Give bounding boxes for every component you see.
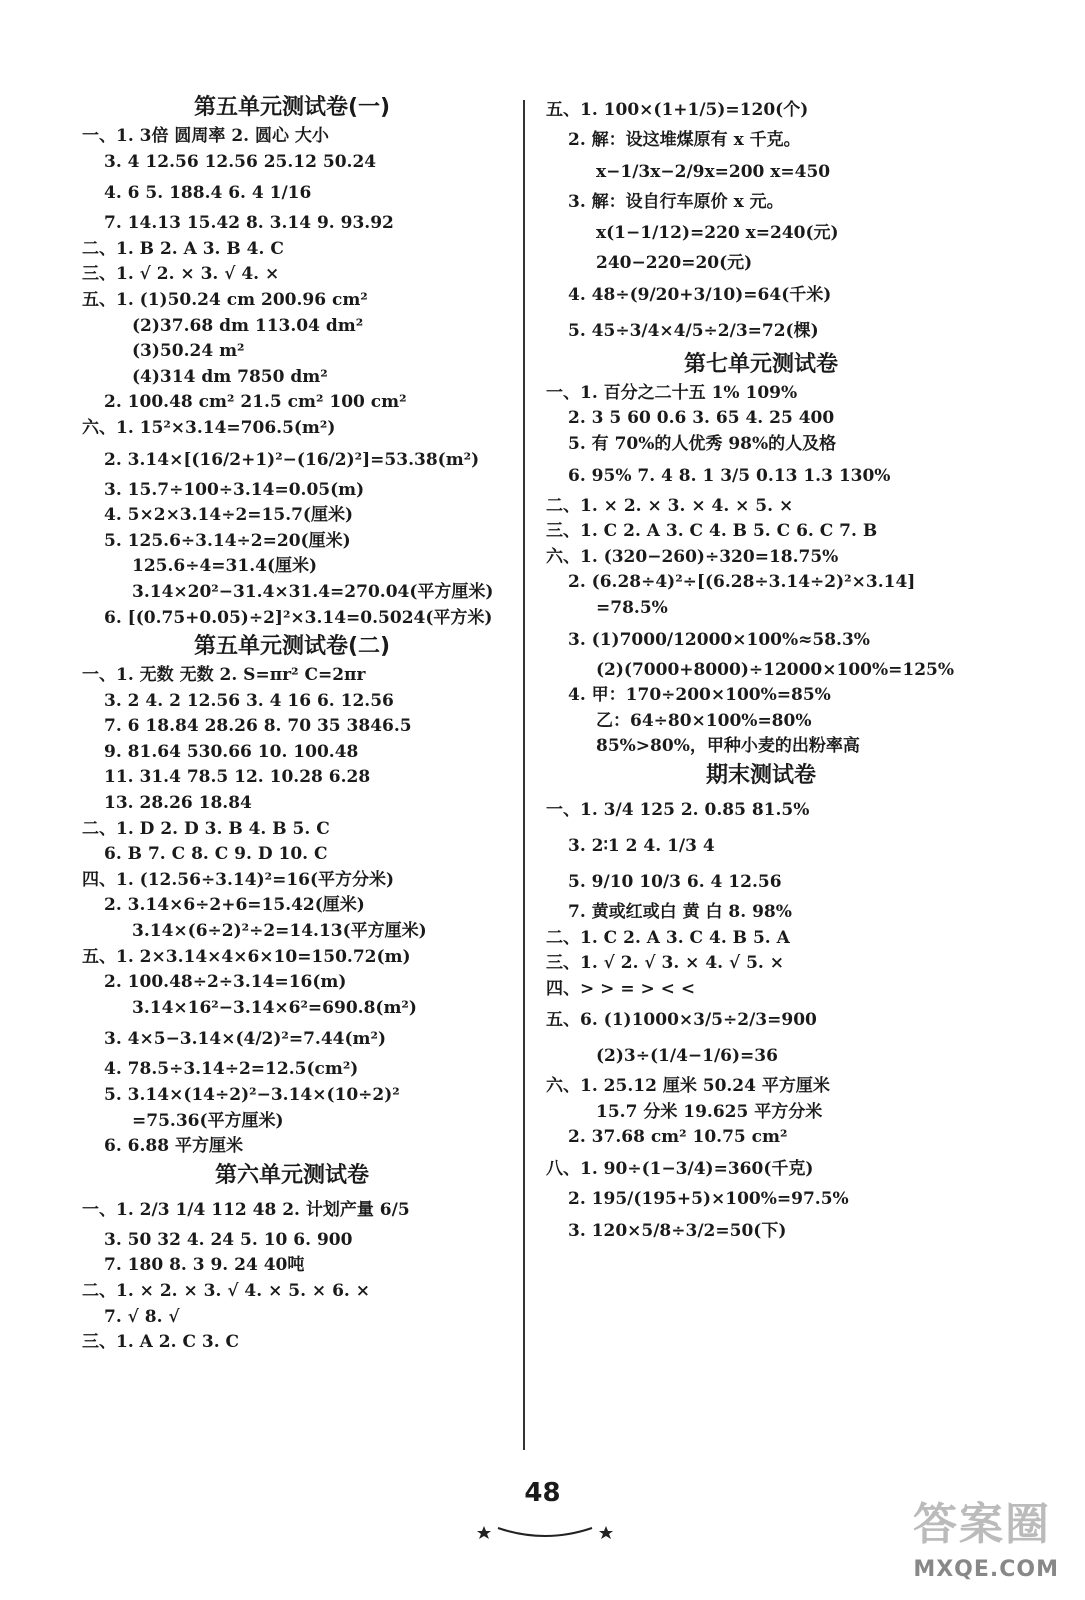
answer-line: 3.14×16²−3.14×6²=690.8(m²) [132, 997, 417, 1018]
answer-line: 6. B 7. C 8. C 9. D 10. C [104, 844, 328, 865]
answer-block [82, 1192, 502, 1356]
answer-line: 3.14×20²−31.4×31.4=270.04(平方厘米) [132, 581, 494, 602]
answer-line: 4. 48÷(9/20+3/10)=64(千米) [568, 284, 832, 305]
section-title: 第七单元测试卷 [683, 351, 838, 377]
section-title: 第五单元测试卷(一) [193, 95, 391, 120]
answer-line: 二、1. D 2. D 3. B 4. B 5. C [82, 818, 330, 839]
watermark-site: MXQE.COM [913, 1557, 1059, 1582]
answer-line: 2. 37.68 cm² 10.75 cm² [568, 1127, 788, 1148]
answer-line: (2)(7000+8000)÷12000×100%=125% [596, 659, 955, 680]
answer-block [546, 792, 976, 1249]
answer-line: 3. 50 32 4. 24 5. 10 6. 900 [104, 1229, 353, 1250]
answer-line: 六、1. 15²×3.14=706.5(m²) [82, 417, 336, 438]
page-number: 48 [524, 1478, 561, 1508]
answer-line: 四、1. (12.56÷3.14)²=16(平方分米) [82, 869, 395, 890]
answer-line: 85%>80%，甲种小麦的出粉率高 [596, 736, 860, 757]
answer-line: 6. 6.88 平方厘米 [104, 1136, 243, 1157]
answer-block [82, 663, 502, 1160]
section-title: 第六单元测试卷 [214, 1162, 369, 1188]
answer-line: 二、1. C 2. A 3. C 4. B 5. A [546, 927, 790, 948]
answer-line: 7. 14.13 15.42 8. 3.14 9. 93.92 [104, 213, 394, 234]
answer-line: (2)3÷(1/4−1/6)=36 [596, 1046, 778, 1067]
answer-line: 6. [(0.75+0.05)÷2]²×3.14=0.5024(平方米) [104, 607, 493, 628]
answer-line: 2. 3.14×[(16/2+1)²−(16/2)²]=53.38(m²) [104, 449, 480, 470]
answer-line: 二、1. B 2. A 3. B 4. C [82, 238, 284, 259]
answer-line: 5. 125.6÷3.14÷2=20(厘米) [104, 530, 351, 551]
answer-line: (3)50.24 m² [132, 341, 245, 362]
answer-line: 13. 28.26 18.84 [104, 793, 252, 814]
answer-line: 乙：64÷80×100%=80% [596, 710, 812, 731]
answer-line: 五、1. 2×3.14×4×6×10=150.72(m) [82, 946, 411, 967]
answer-line: 3.14×(6÷2)²÷2=14.13(平方厘米) [132, 921, 427, 942]
answer-line: 2. 解：设这堆煤原有 x 千克。 [568, 130, 801, 150]
answer-line: 四、> > = > < < [546, 978, 696, 999]
column-divider [523, 100, 525, 1450]
answer-line: (2)37.68 dm 113.04 dm² [132, 315, 364, 336]
answer-line: 2. 195/(195+5)×100%=97.5% [568, 1189, 849, 1210]
answer-block [546, 381, 976, 760]
answer-line: 五、6. (1)1000×3/5÷2/3=900 [546, 1010, 817, 1031]
answer-line: 7. 黄或红或白 黄 白 8. 98% [568, 901, 792, 922]
answer-line: 一、1. 2/3 1/4 112 48 2. 计划产量 6/5 [82, 1199, 410, 1220]
answer-line: 3. 4×5−3.14×(4/2)²=7.44(m²) [104, 1029, 387, 1050]
answer-line: x(1−1/12)=220 x=240(元) [596, 223, 839, 244]
answer-line: 3. 2∶1 2 4. 1/3 4 [568, 835, 715, 856]
page-number-ornament [470, 1522, 620, 1542]
answer-line: 6. 95% 7. 4 8. 1 3/5 0.13 1.3 130% [568, 465, 891, 486]
answer-line: 二、1. × 2. × 3. × 4. × 5. × [546, 495, 794, 516]
answer-line: 15.7 分米 19.625 平方分米 [596, 1101, 823, 1122]
answer-line: 2. 100.48÷2÷3.14=16(m) [104, 972, 347, 993]
answer-line: 5. 有 70%的人优秀 98%的人及格 [568, 433, 837, 454]
answer-line: 六、1. 25.12 厘米 50.24 平方厘米 [546, 1076, 830, 1097]
answer-line: 3. 2 4. 2 12.56 3. 4 16 6. 12.56 [104, 690, 394, 711]
section-title: 第五单元测试卷(二) [193, 634, 391, 660]
answer-line: 7. √ 8. √ [104, 1306, 180, 1327]
answer-line: 5. 9/10 10/3 6. 4 12.56 [568, 871, 782, 892]
answer-line: 3. 15.7÷100÷3.14=0.05(m) [104, 479, 365, 500]
answer-line: 一、1. 3倍 圆周率 2. 圆心 大小 [82, 126, 329, 146]
answer-line: =75.36(平方厘米) [132, 1110, 284, 1131]
answer-line: 三、1. C 2. A 3. C 4. B 5. C 6. C 7. B [546, 521, 878, 542]
answer-line: x−1/3x−2/9x=200 x=450 [596, 161, 831, 182]
answer-line: 五、1. (1)50.24 cm 200.96 cm² [82, 289, 368, 310]
answer-line: 7. 180 8. 3 9. 24 40吨 [104, 1255, 305, 1276]
answer-line: 4. 甲：170÷200×100%=85% [568, 685, 831, 706]
answer-line: 六、1. (320−260)÷320=18.75% [546, 546, 839, 567]
answer-line: 2. (6.28÷4)²÷[(6.28÷3.14÷2)²×3.14] [568, 572, 916, 593]
answer-line: 9. 81.64 530.66 10. 100.48 [104, 741, 359, 762]
answer-block [82, 124, 502, 631]
answer-line: 三、1. √ 2. × 3. √ 4. × [82, 264, 280, 285]
answer-line: 八、1. 90÷(1−3/4)=360(千克) [546, 1159, 814, 1180]
answer-line: 三、1. √ 2. √ 3. × 4. √ 5. × [546, 953, 785, 974]
answer-line: 2. 3 5 60 0.6 3. 65 4. 25 400 [568, 408, 835, 429]
answer-line: 3. (1)7000/12000×100%≈58.3% [568, 629, 870, 650]
right-column [546, 92, 976, 1249]
answer-block [546, 92, 976, 349]
answer-line: =78.5% [596, 597, 668, 618]
answer-line: 5. 45÷3/4×4/5÷2/3=72(棵) [568, 320, 819, 341]
answer-line: 三、1. A 2. C 3. C [82, 1332, 240, 1353]
answer-line: 7. 6 18.84 28.26 8. 70 35 3846.5 [104, 716, 412, 737]
answer-line: 五、1. 100×(1+1/5)=120(个) [546, 100, 809, 120]
answer-line: 3. 解：设自行车原价 x 元。 [568, 191, 784, 212]
answer-line: 125.6÷4=31.4(厘米) [132, 556, 318, 577]
answer-line: 2. 100.48 cm² 21.5 cm² 100 cm² [104, 392, 407, 413]
answer-line: 11. 31.4 78.5 12. 10.28 6.28 [104, 767, 371, 788]
answer-line: 3. 120×5/8÷3/2=50(下) [568, 1220, 787, 1241]
watermark-logo: 答案圈 [913, 1499, 1051, 1550]
answer-line: 3. 4 12.56 12.56 25.12 50.24 [104, 151, 377, 172]
answer-line: 一、1. 无数 无数 2. S=πr² C=2πr [82, 665, 366, 686]
answer-line: 一、1. 3/4 125 2. 0.85 81.5% [546, 799, 810, 820]
answer-line: 5. 3.14×(14÷2)²−3.14×(10÷2)² [104, 1085, 400, 1105]
answer-line: 4. 6 5. 188.4 6. 4 1/16 [104, 183, 312, 204]
answer-line: 4. 5×2×3.14÷2=15.7(厘米) [104, 505, 354, 526]
answer-line: 4. 78.5÷3.14÷2=12.5(cm²) [104, 1059, 359, 1080]
answer-line: 二、1. × 2. × 3. √ 4. × 5. × 6. × [82, 1280, 370, 1301]
answer-line: 一、1. 百分之二十五 1% 109% [546, 382, 798, 403]
left-column [82, 92, 502, 1356]
answer-line: 240−220=20(元) [596, 253, 753, 274]
answer-line: (4)314 dm 7850 dm² [132, 366, 328, 387]
answer-line: 2. 3.14×6÷2+6=15.42(厘米) [104, 895, 365, 916]
section-title: 期末测试卷 [705, 762, 816, 788]
